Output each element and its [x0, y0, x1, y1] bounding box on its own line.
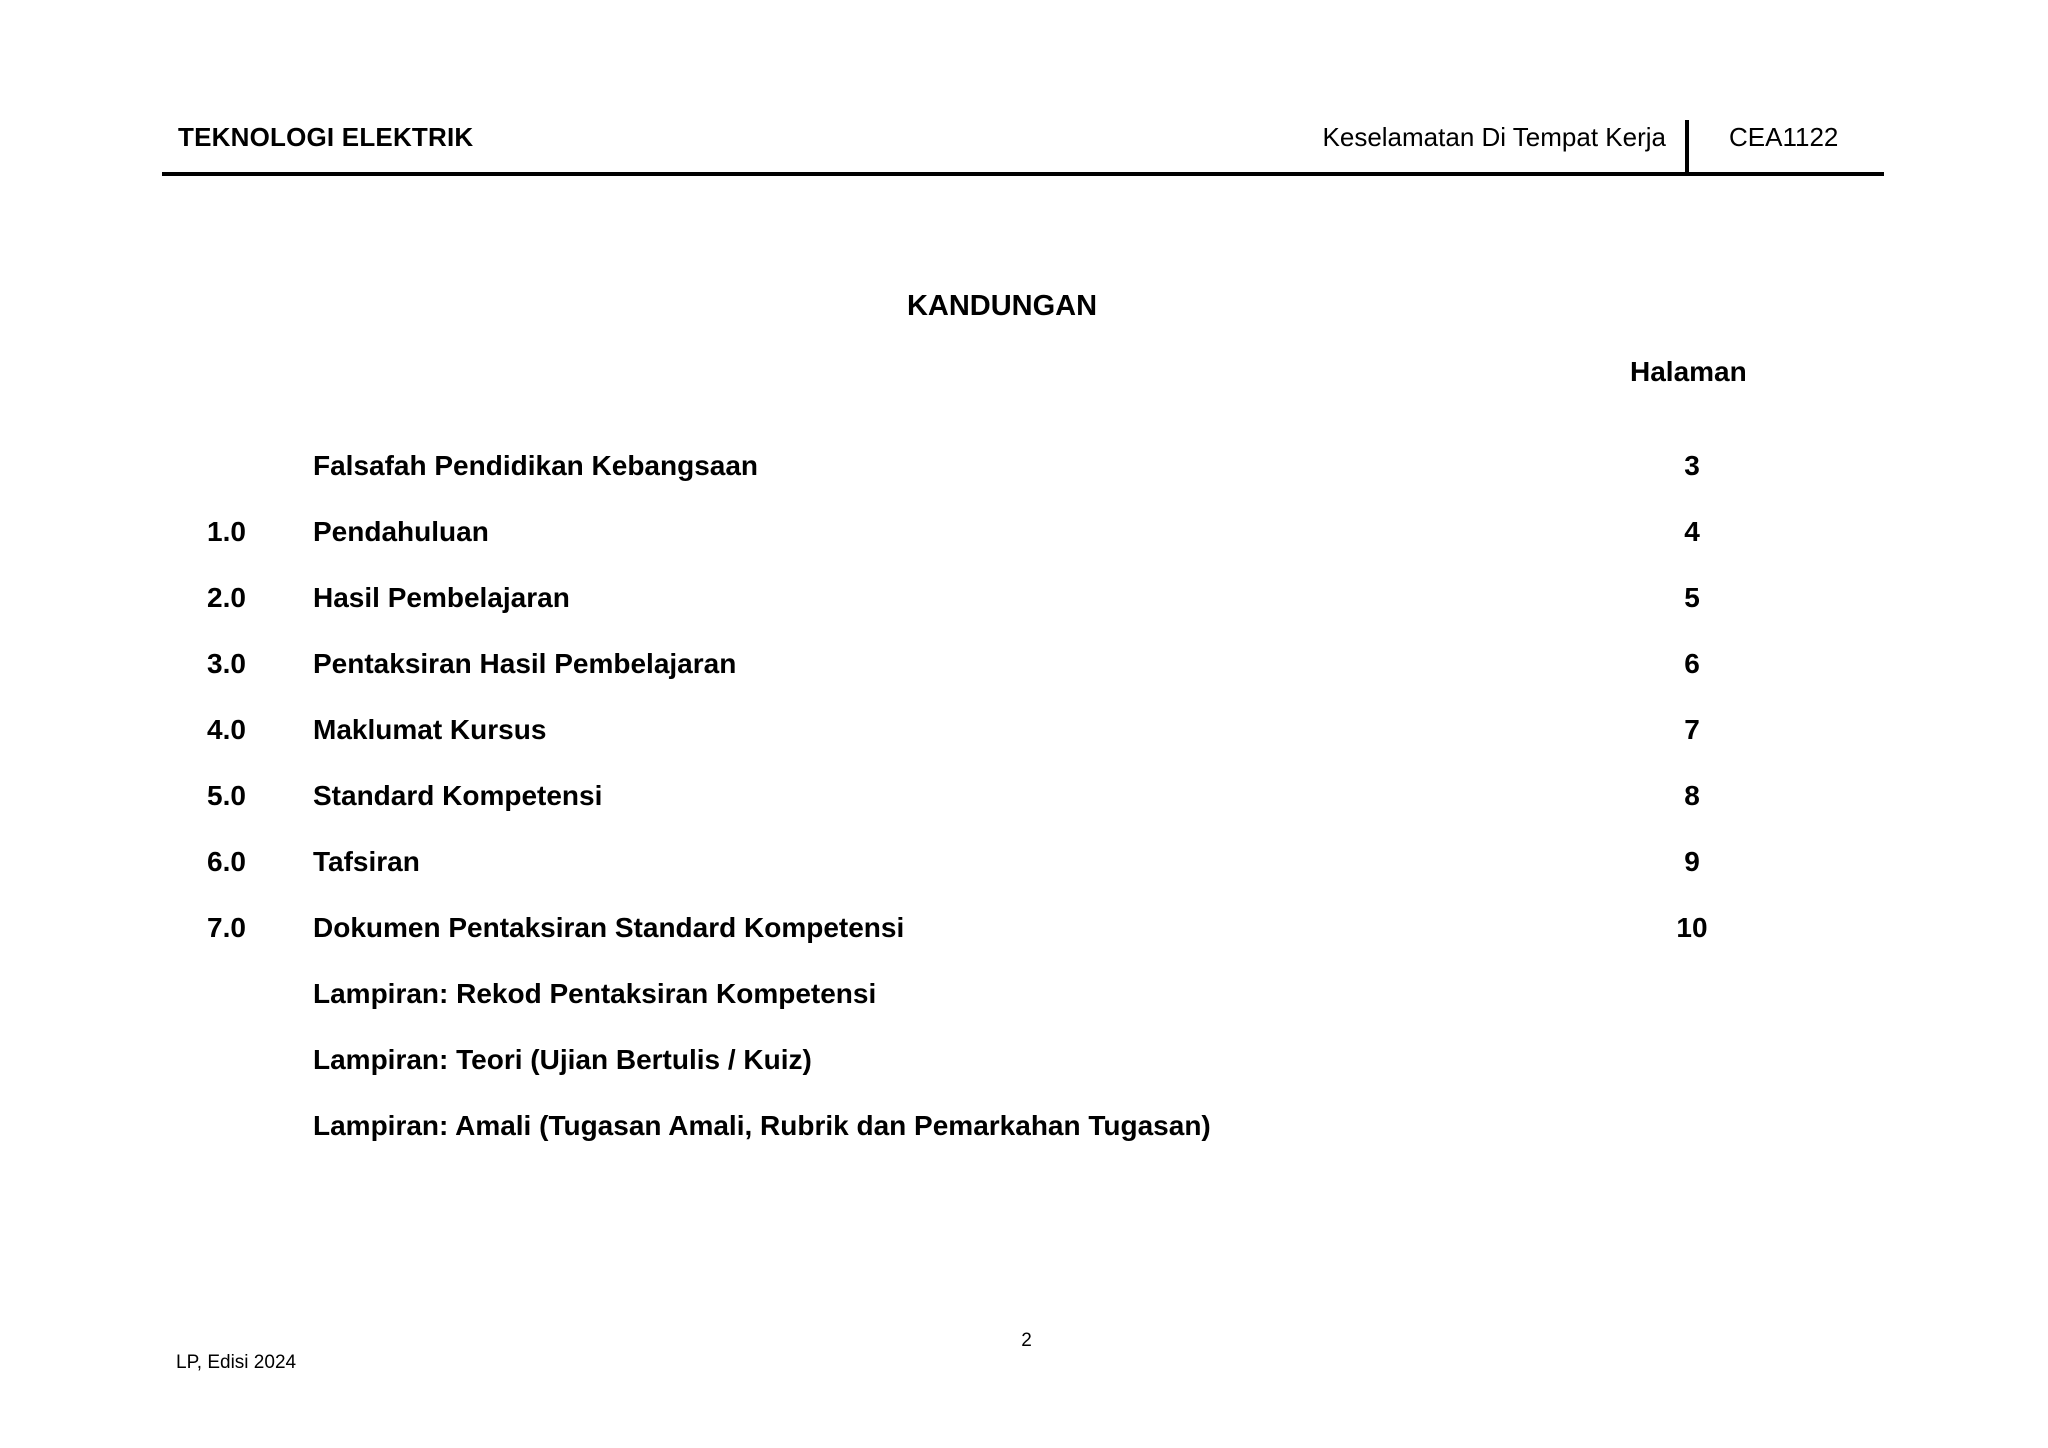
- header-subject: Keselamatan Di Tempat Kerja: [1322, 122, 1666, 152]
- toc-title: Dokumen Pentaksiran Standard Kompetensi: [313, 912, 905, 943]
- footer-edition: LP, Edisi 2024: [176, 1352, 297, 1373]
- toc-row: [0, 978, 2048, 1028]
- toc-page: 3: [1684, 450, 1700, 481]
- header-program-title: TEKNOLOGI ELEKTRIK: [178, 122, 474, 152]
- toc-number: 5.0: [207, 780, 246, 811]
- toc-page: 8: [1684, 780, 1700, 811]
- toc-page: 10: [1676, 912, 1708, 943]
- toc-title: Hasil Pembelajaran: [313, 582, 570, 613]
- toc-row: [0, 1044, 2048, 1094]
- toc-row: [0, 912, 2048, 962]
- toc-number: 3.0: [207, 648, 246, 679]
- toc-page: 9: [1684, 846, 1700, 877]
- toc-number: 4.0: [207, 714, 246, 745]
- toc-row: [0, 846, 2048, 896]
- toc-page: 6: [1684, 648, 1700, 679]
- header-course-code: CEA1122: [1729, 122, 1839, 152]
- page-number: 2: [1021, 1330, 1032, 1351]
- toc-row: [0, 582, 2048, 632]
- toc-title: Lampiran: Teori (Ujian Bertulis / Kuiz): [313, 1044, 812, 1075]
- toc-number: 1.0: [207, 516, 246, 547]
- toc-row: [0, 714, 2048, 764]
- toc-title: Pendahuluan: [313, 516, 489, 547]
- toc-number: 7.0: [207, 912, 246, 943]
- toc-title: Tafsiran: [313, 846, 420, 877]
- toc-row: [0, 1110, 2048, 1160]
- toc-row: [0, 648, 2048, 698]
- toc-title: Standard Kompetensi: [313, 780, 603, 811]
- toc-number: 2.0: [207, 582, 246, 613]
- toc-title: Lampiran: Amali (Tugasan Amali, Rubrik dan Pemarkahan Tugasan): [313, 1110, 1211, 1141]
- page-header: [162, 116, 1884, 176]
- toc-page: 4: [1684, 516, 1700, 547]
- toc-number: 6.0: [207, 846, 246, 877]
- header-rule: [162, 172, 1884, 176]
- toc-row: [0, 516, 2048, 566]
- toc-row: [0, 780, 2048, 830]
- toc-title: Lampiran: Rekod Pentaksiran Kompetensi: [313, 978, 877, 1009]
- toc-page: 5: [1684, 582, 1700, 613]
- toc-row: [0, 450, 2048, 500]
- toc-title: Falsafah Pendidikan Kebangsaan: [313, 450, 759, 481]
- toc-title: Maklumat Kursus: [313, 714, 547, 745]
- page-title: KANDUNGAN: [906, 290, 1098, 322]
- toc-page: 7: [1684, 714, 1700, 745]
- page-column-header: Halaman: [1630, 356, 1747, 387]
- header-divider: [1685, 120, 1689, 174]
- toc-title: Pentaksiran Hasil Pembelajaran: [313, 648, 737, 679]
